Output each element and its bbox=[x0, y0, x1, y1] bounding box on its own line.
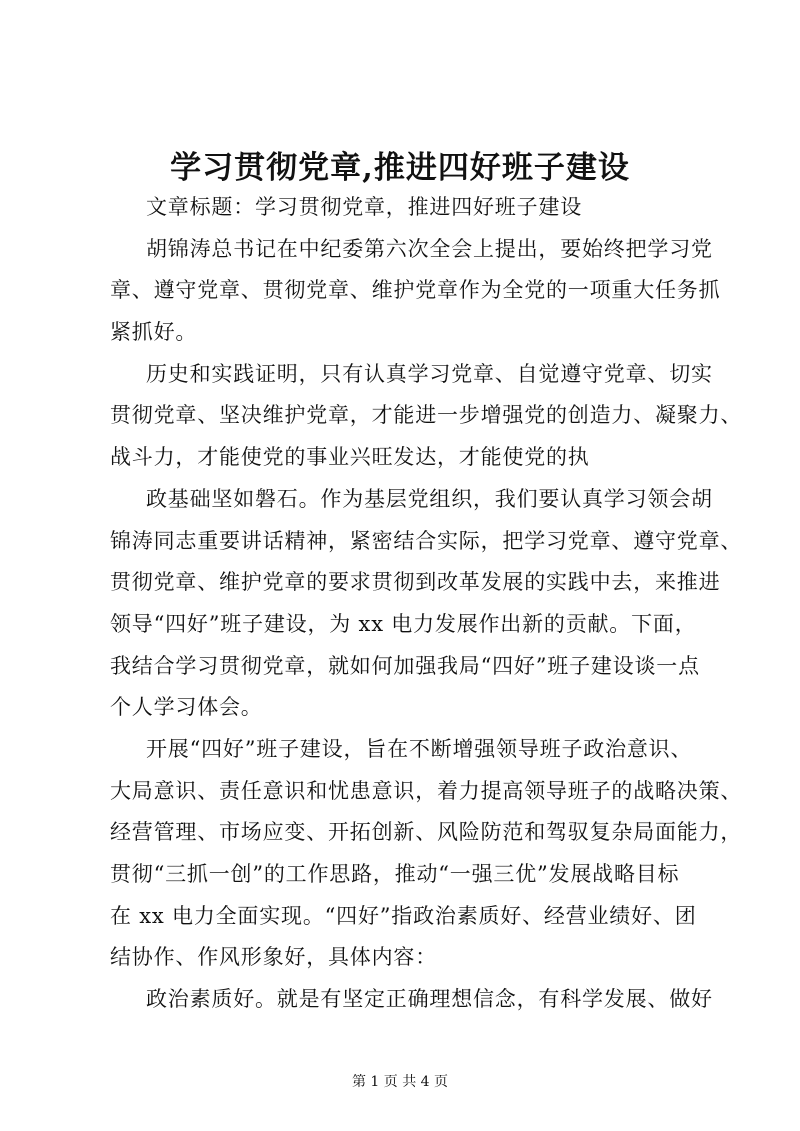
text-line: 政治素质好。就是有坚定正确理想信念，有科学发展、做好 bbox=[146, 987, 713, 1012]
text-line: 紧抓好。 bbox=[110, 320, 198, 345]
text-line: 大局意识、责任意识和忧患意识，着力提高领导班子的战略决策、 bbox=[110, 778, 743, 803]
text-line: 贯彻党章、维护党章的要求贯彻到改革发展的实践中去，来推进 bbox=[110, 570, 721, 595]
text-line: 我结合学习贯彻党章，就如何加强我局“四好”班子建设谈一点 bbox=[110, 653, 700, 678]
text-line: 在 xx 电力全面实现。“四好”指政治素质好、经营业绩好、团 bbox=[110, 903, 697, 928]
text-line: 历史和实践证明，只有认真学习党章、自觉遵守党章、切实 bbox=[146, 361, 713, 386]
text-line: 贯彻“三抓一创”的工作思路，推动“一强三优”发展战略目标 bbox=[110, 862, 680, 886]
text-line: 经营管理、市场应变、开拓创新、风险防范和驾驭复杂局面能力， bbox=[110, 820, 743, 845]
text-line: 领导“四好”班子建设，为 xx 电力发展作出新的贡献。下面， bbox=[110, 611, 697, 636]
text-line: 个人学习体会。 bbox=[110, 695, 263, 720]
text-line: 贯彻党章、坚决维护党章，才能进一步增强党的创造力、凝聚力、 bbox=[110, 403, 743, 428]
document-body bbox=[110, 192, 743, 1026]
text-line: 锦涛同志重要讲话精神，紧密结合实际，把学习党章、遵守党章、 bbox=[110, 528, 743, 553]
text-line: 政基础坚如磐石。作为基层党组织，我们要认真学习领会胡 bbox=[146, 486, 713, 511]
text-line: 开展“四好”班子建设，旨在不断增强领导班子政治意识、 bbox=[146, 736, 693, 761]
document-title: 学习贯彻党章,推进四好班子建设 bbox=[170, 150, 630, 186]
page-footer: 第 1 页 共 4 页 bbox=[351, 1074, 449, 1090]
text-line: 结协作、作风形象好，具体内容： bbox=[110, 945, 437, 970]
text-line: 战斗力，才能使党的事业兴旺发达，才能使党的执 bbox=[110, 445, 590, 470]
text-line: 胡锦涛总书记在中纪委第六次全会上提出，要始终把学习党 bbox=[146, 236, 713, 261]
text-line: 章、遵守党章、贯彻党章、维护党章作为全党的一项重大任务抓 bbox=[110, 278, 721, 303]
text-line: 文章标题：学习贯彻党章，推进四好班子建设 bbox=[146, 195, 582, 219]
